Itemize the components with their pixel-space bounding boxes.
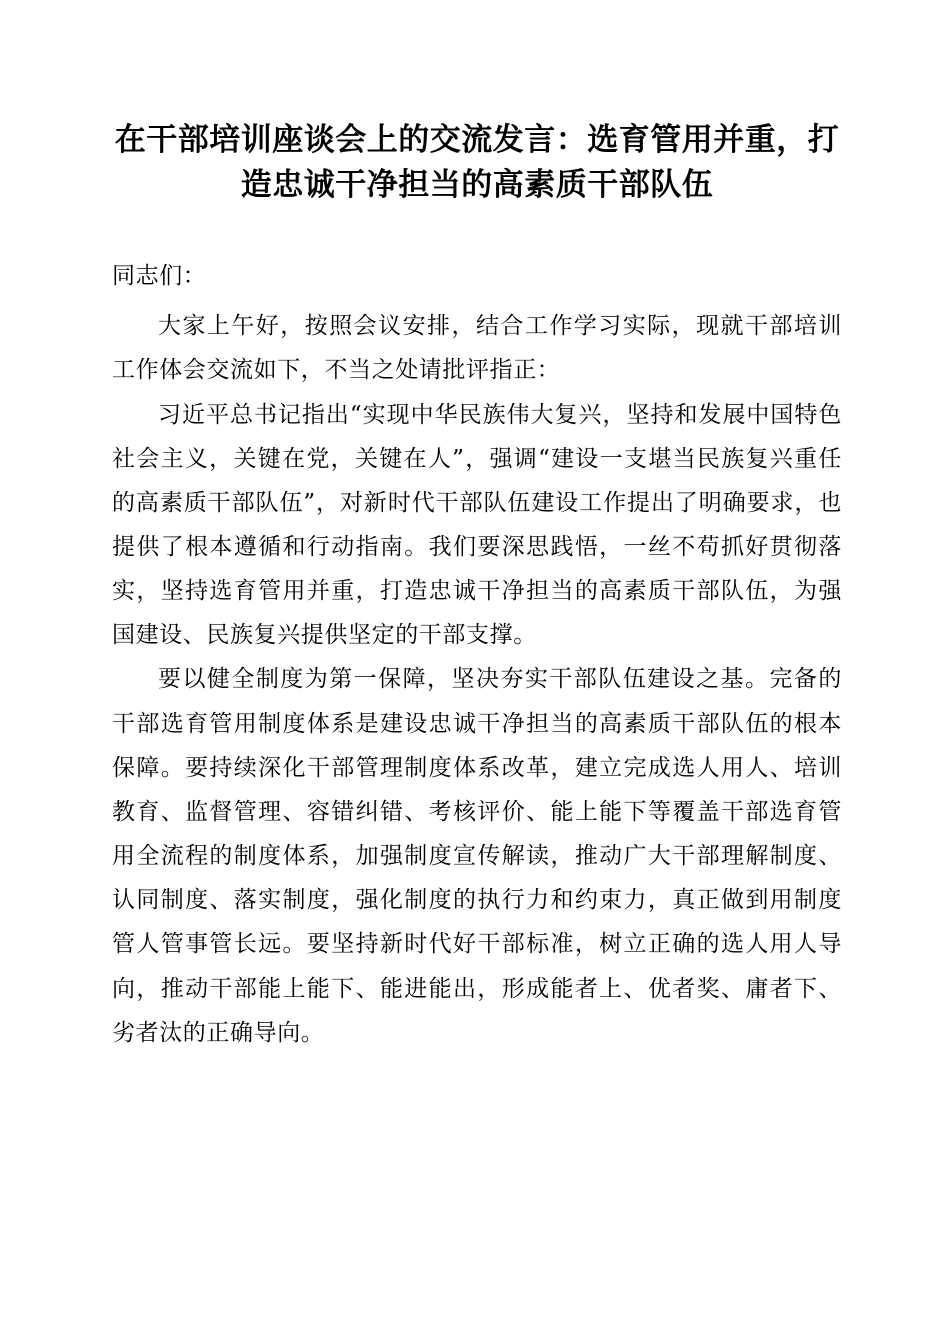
salutation: 同志们： bbox=[112, 262, 207, 289]
paragraph-3: 要以健全制度为第一保障，坚决夯实干部队伍建设之基。完备的干部选育管用制度体系是建设忠诚干净担当的高素质干部队伍的根本保障。要持续深化干部管理制度体系改革，建立完成选人用人、培训教育、监督管理、容错纠错、考核评价、能上能下等覆盖干部选育管用全流程的制度体系，加强制度宣传解读，推动广大干部理解制度、认同制度、落实制度，强化制度的执行力和约束力，真正做到用制度管人管事管长远。要坚持新时代好干部标准，树立正确的选人用人导向，推动干部能上能下、能进能出，形成能者上、优者奖、庸者下、劣者汰的正确导向。 bbox=[112, 666, 842, 1046]
document-body bbox=[112, 255, 842, 1055]
page-title: 在干部培训座谈会上的交流发言：选育管用并重，打造忠诚干净担当的高素质干部队伍 bbox=[114, 122, 840, 204]
paragraph-2: 习近平总书记指出“实现中华民族伟大复兴，坚持和发展中国特色社会主义，关键在党，关键在人”，强调“建设一支堪当民族复兴重任的高素质干部队伍”，对新时代干部队伍建设工作提出了明确要求，也提供了根本遵循和行动指南。我们要深思践悟，一丝不苟抓好贯彻落实，坚持选育管用并重，打造忠诚干净担当的高素质干部队伍，为强国建设、民族复兴提供坚定的干部支撑。 bbox=[112, 401, 842, 649]
paragraph-1: 大家上午好，按照会议安排，结合工作学习实际，现就干部培训工作体会交流如下，不当之处请批评指正： bbox=[112, 313, 842, 384]
